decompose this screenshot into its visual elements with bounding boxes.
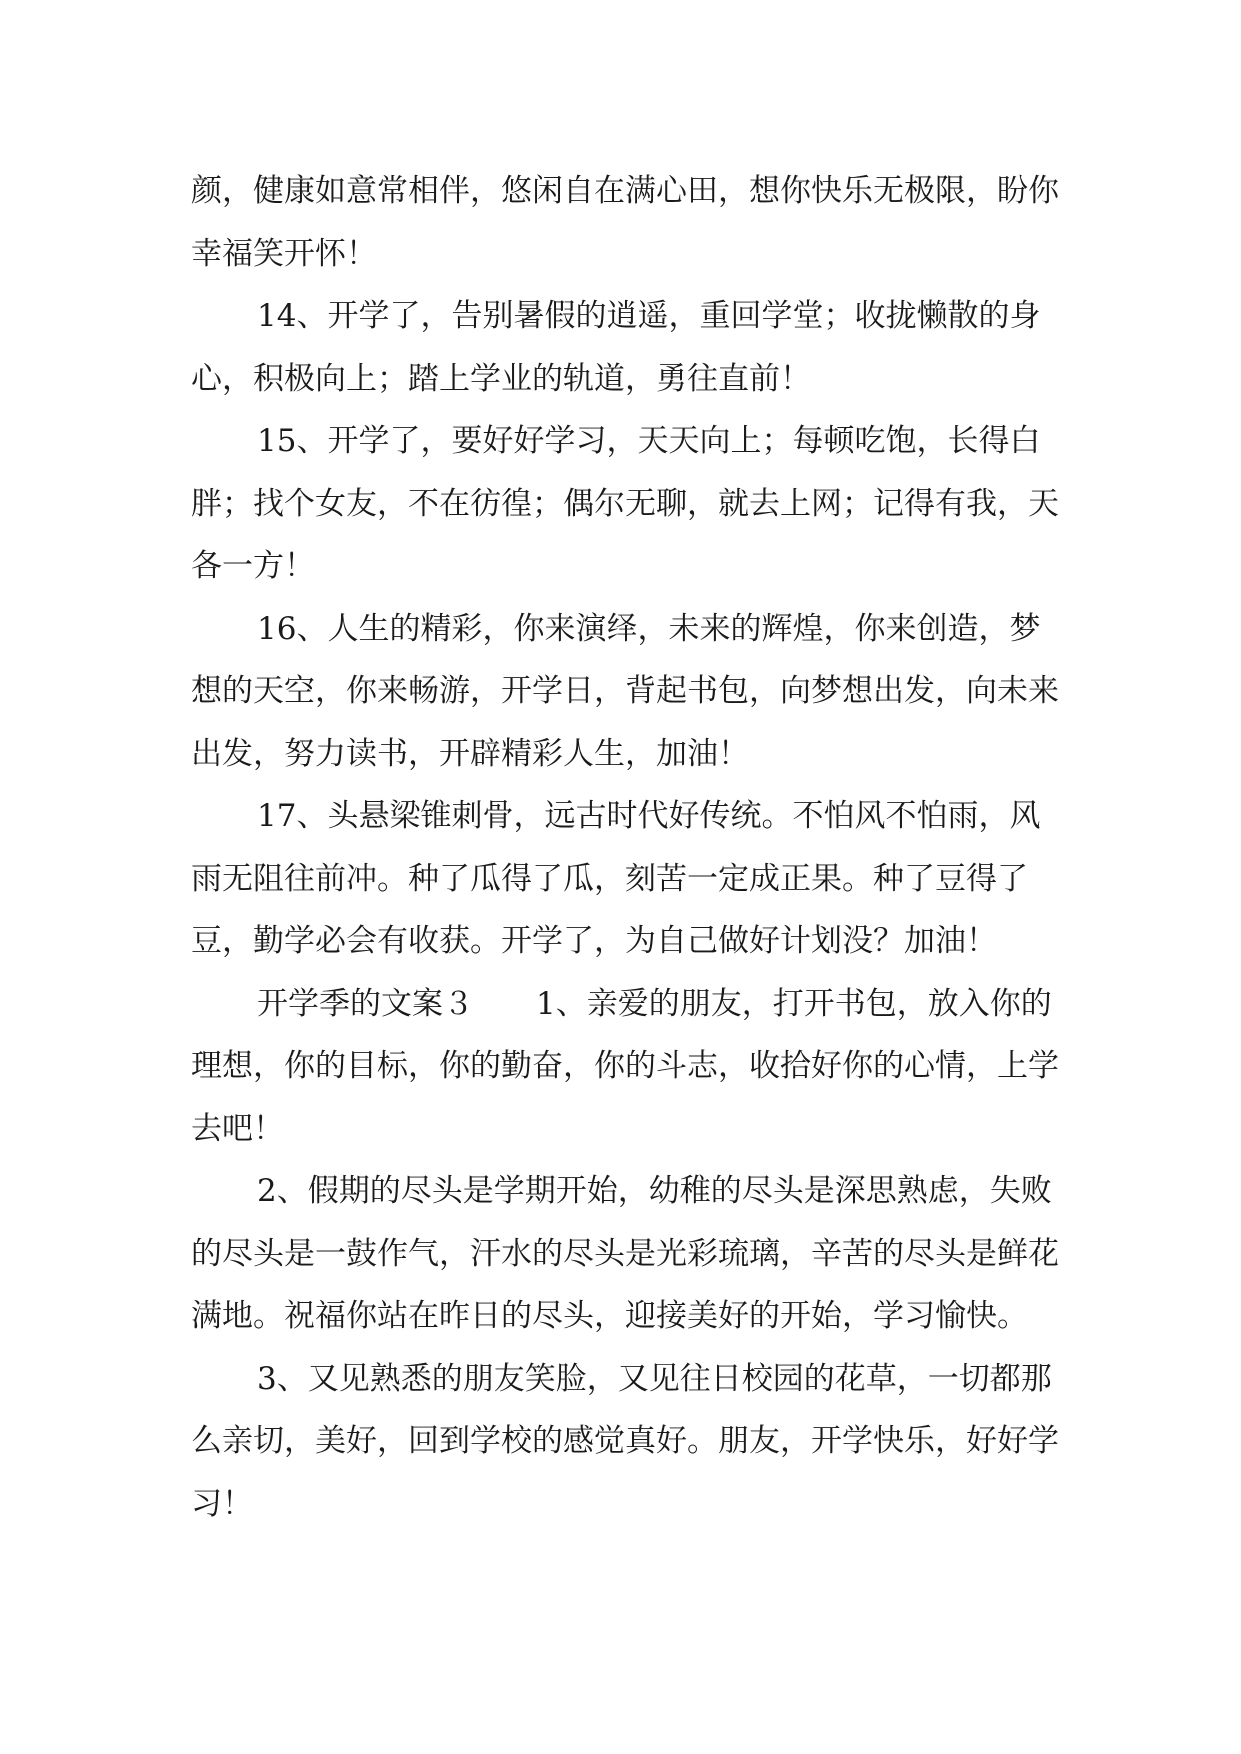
section-first-item: 1、亲爱的朋友，打开书包，放入你的理想，你的目标，你的勤奋，你的斗志，收拾好你的心情，上学去吧！ <box>191 985 1059 1147</box>
paragraph-item-16: 16、人生的精彩，你来演绎，未来的辉煌，你来创造，梦想的天空，你来畅游，开学日，背起书包，向梦想出发，向未来出发，努力读书，开辟精彩人生，加油！ <box>191 610 1059 772</box>
paragraph-section-3 <box>191 973 1071 1161</box>
paragraph-item-2: 2、假期的尽头是学期开始，幼稚的尽头是深思熟虑，失败的尽头是一鼓作气，汗水的尽头是光彩琉璃，辛苦的尽头是鲜花满地。祝福你站在昨日的尽头，迎接美好的开始，学习愉快。 <box>191 1173 1059 1334</box>
document-body <box>191 160 1071 1535</box>
paragraph-item-14: 14、开学了，告别暑假的逍遥，重回学堂；收拢懒散的身心，积极向上；踏上学业的轨道，勇往直前！ <box>191 298 1041 397</box>
paragraph-item-15: 15、开学了，要好好学习，天天向上；每顿吃饱，长得白胖；找个女友，不在彷徨；偶尔无聊，就去上网；记得有我，天各一方！ <box>191 423 1059 584</box>
section-heading: 开学季的文案３ <box>257 985 474 1022</box>
paragraph-item-17: 17、头悬梁锥刺骨，远古时代好传统。不怕风不怕雨，风雨无阻往前冲。种了瓜得了瓜，刻苦一定成正果。种了豆得了豆，勤学必会有收获。开学了，为自己做好计划没？加油！ <box>191 798 1041 959</box>
paragraph-continued-13: 颜，健康如意常相伴，悠闲自在满心田，想你快乐无极限，盼你幸福笑开怀！ <box>191 173 1059 272</box>
paragraph-item-3: 3、又见熟悉的朋友笑脸，又见往日校园的花草，一切都那么亲切，美好，回到学校的感觉真好。朋友，开学快乐，好好学习！ <box>191 1360 1059 1522</box>
